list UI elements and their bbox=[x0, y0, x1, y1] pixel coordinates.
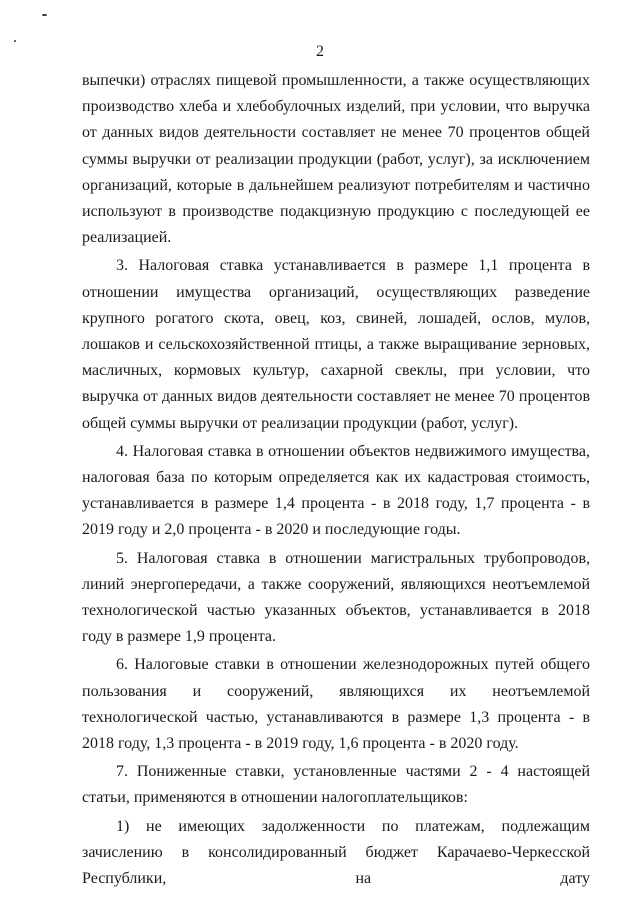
paragraph-item-7: 7. Пониженные ставки, установленные частями 2 - 4 настоящей статьи, применяются в отношении налогоплательщиков: bbox=[82, 763, 590, 807]
paragraph-subitem-1: 1) не имеющих задолженности по платежам, подлежащим зачислению в консолидированный бюджет Карачаево-Черкесской Республики, на дату bbox=[82, 817, 590, 888]
paragraph-item-3: 3. Налоговая ставка устанавливается в размере 1,1 процента в отношении имущества организаций, осуществляющих разведение крупного рогатого скота, овец, коз, свиней, лошадей, ослов, мулов, лошаков и сельскохозяйственной птицы, а также выращивание зерновых, масличных, кормовых культур, сахарной свеклы, при условии, что выручка от данных видов деятельности составляет не менее 70 процентов общей суммы выручки от реализации продукции (работ, услуг). bbox=[82, 257, 590, 432]
paragraph-continuation: выпечки) отраслях пищевой промышленности, а также осуществляющих производство хлеба и хлебобулочных изделий, при условии, что выручка от данных видов деятельности составляет не менее 70 процентов общей суммы выручки от реализации продукции (работ, услуг), за исключением организаций, которые в дальнейшем реализуют потребителям и частично используют в производстве подакцизную продукцию с последующей ее реализацией. bbox=[82, 72, 590, 247]
page-number: 2 bbox=[316, 43, 324, 60]
paragraph-item-4: 4. Налоговая ставка в отношении объектов недвижимого имущества, налоговая база по которым определяется как их кадастровая стоимость, устанавливается в размере 1,4 процента - в 2018 году, 1,7 процента - в 2019 году и 2,0 процента - в 2020 и последующие годы. bbox=[82, 442, 590, 539]
paragraph-item-5: 5. Налоговая ставка в отношении магистральных трубопроводов, линий энергопередачи, а также сооружений, являющихся неотъемлемой технологической частью указанных объектов, устанавливается в 2018 году в размере 1,9 процента. bbox=[82, 549, 590, 646]
paragraph-item-6: 6. Налоговые ставки в отношении железнодорожных путей общего пользования и сооружений, являющихся их неотъемлемой технологической частью, устанавливаются в размере 1,3 процента - в 2018 году, 1,3 процента - в 2019 году, 1,6 процента - в 2020 году. bbox=[82, 656, 590, 753]
scan-speck bbox=[42, 14, 47, 16]
document-body bbox=[82, 68, 590, 894]
